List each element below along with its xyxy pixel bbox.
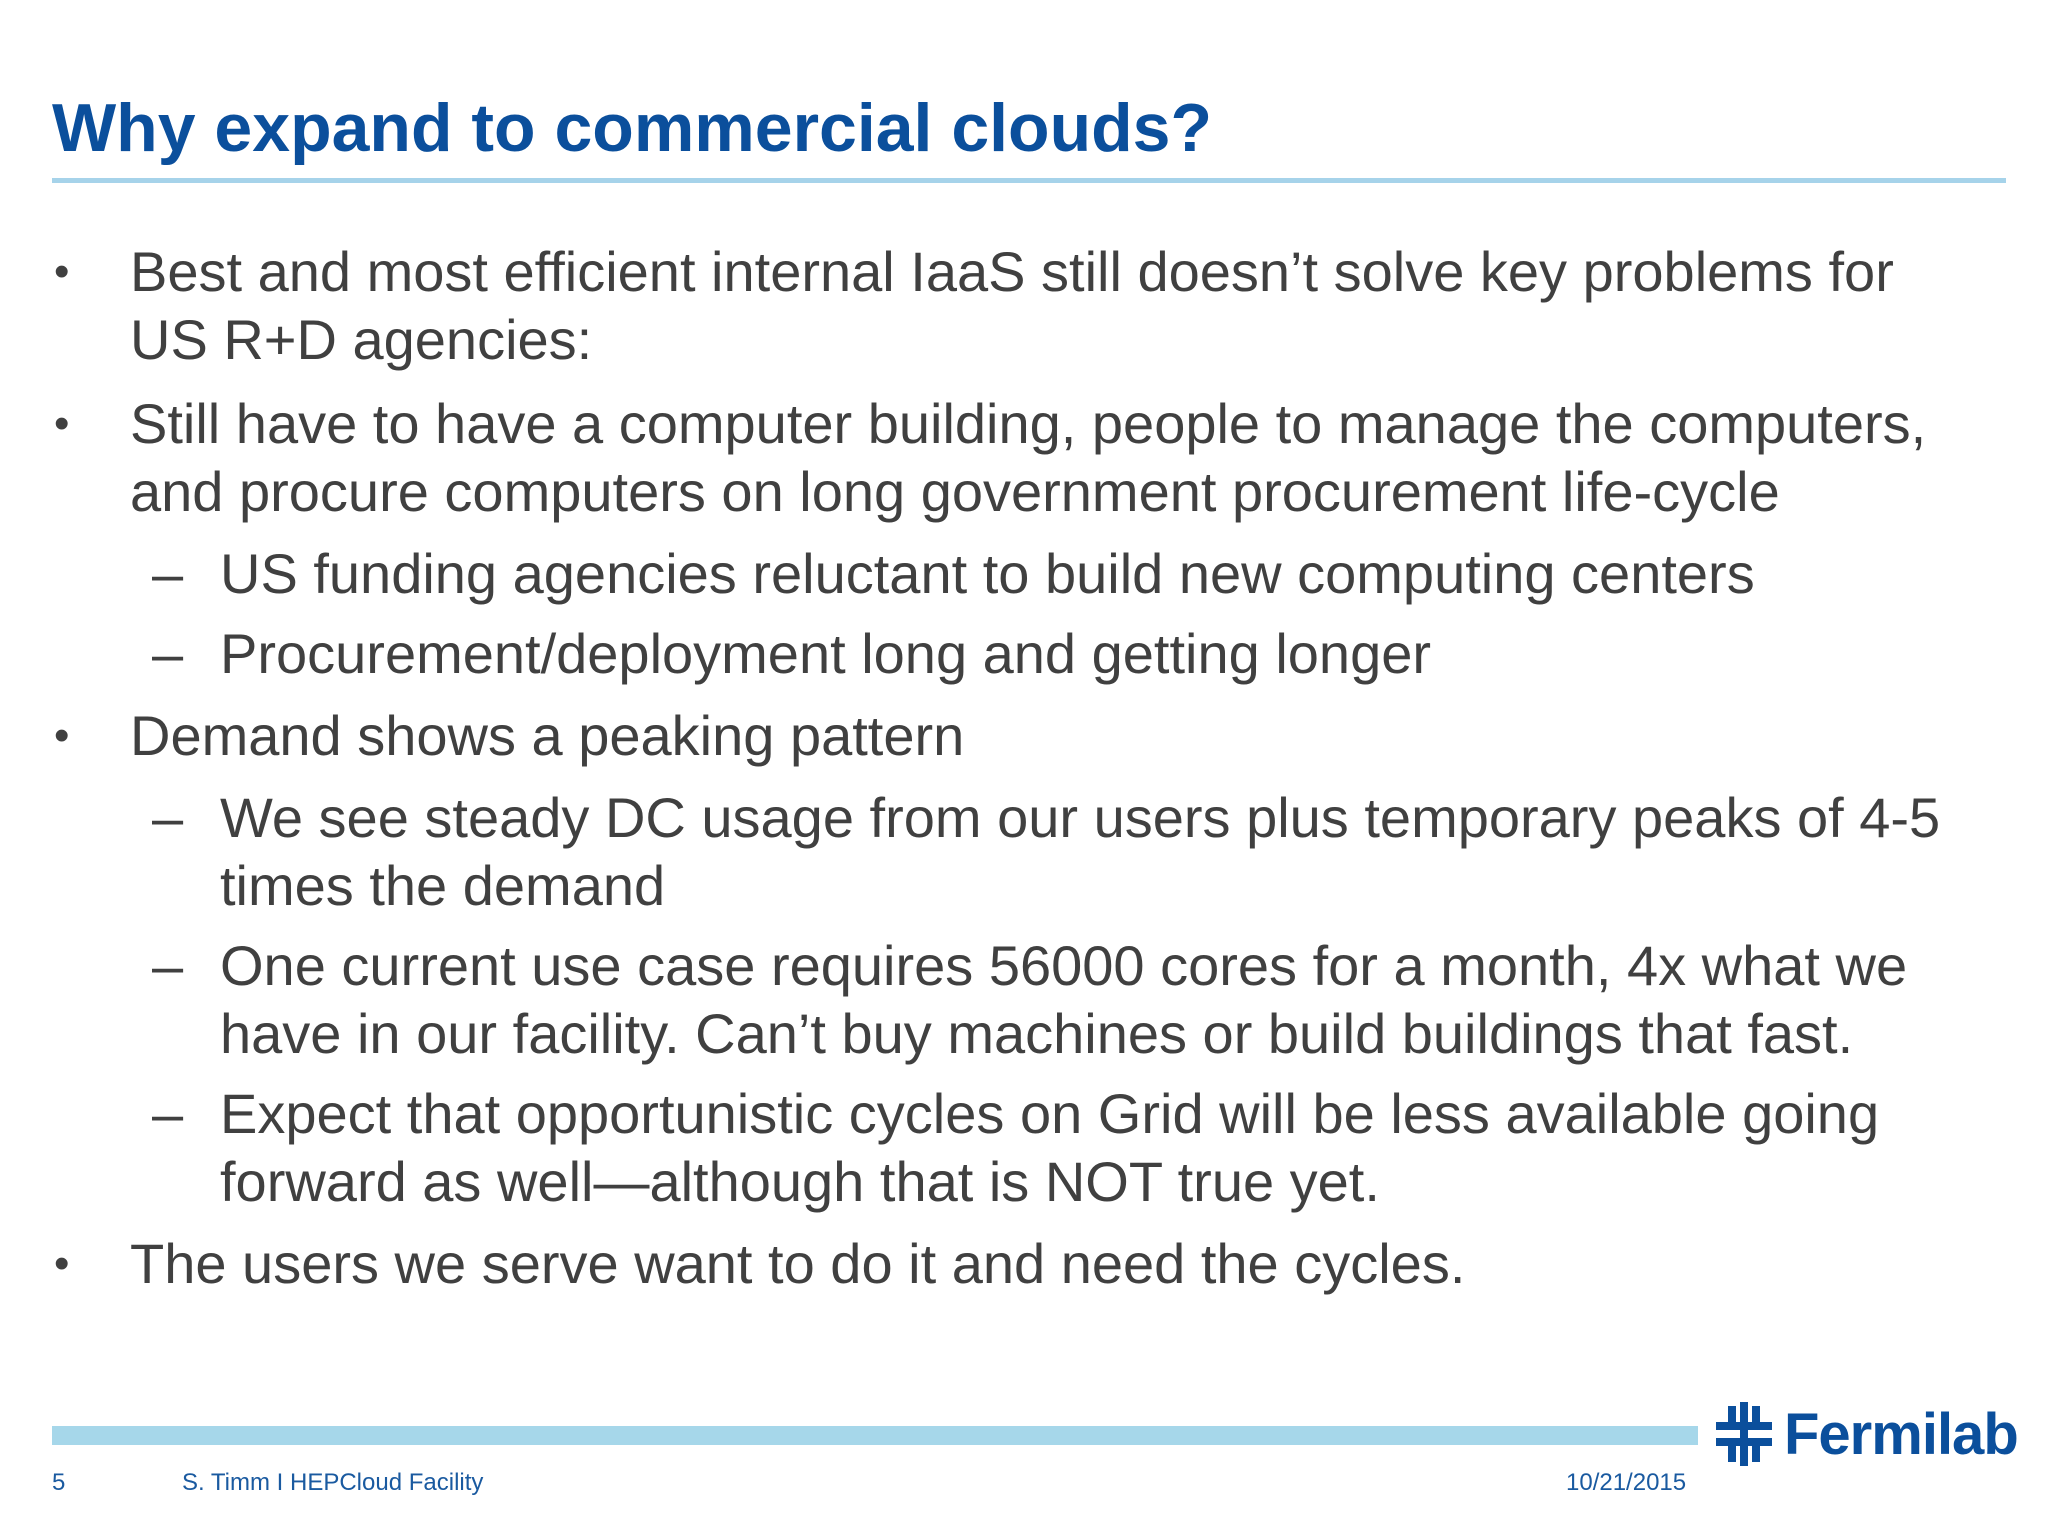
fermilab-logo bbox=[1712, 1400, 2022, 1470]
dash-marker: – bbox=[152, 1082, 184, 1145]
subitem-text: US funding agencies reluctant to build new computing centers bbox=[220, 542, 1755, 605]
page-number: 5 bbox=[52, 1469, 66, 1496]
dash-marker: – bbox=[152, 934, 184, 997]
subitem-text: forward as well—although that is NOT true yet. bbox=[220, 1150, 1380, 1213]
dash-marker: – bbox=[152, 622, 184, 685]
bullet-marker: • bbox=[54, 1239, 70, 1288]
fermilab-logo-icon bbox=[1712, 1402, 1776, 1466]
subitem-text: One current use case requires 56000 cores for a month, 4x what we bbox=[220, 934, 1908, 997]
bullet-marker: • bbox=[54, 399, 70, 448]
fermilab-logo-text: Fermilab bbox=[1784, 1402, 2018, 1467]
subitem-text: Expect that opportunistic cycles on Grid will be less available going bbox=[220, 1082, 1880, 1145]
bullet-marker: • bbox=[54, 247, 70, 296]
subitem-text: We see steady DC usage from our users plus temporary peaks of 4-5 bbox=[220, 786, 1941, 849]
footer-bar bbox=[52, 1426, 1698, 1445]
subitem-text: times the demand bbox=[220, 854, 666, 917]
bullet-text: Still have to have a computer building, people to manage the computers, bbox=[130, 392, 1927, 455]
bullet-text: US R+D agencies: bbox=[130, 308, 593, 371]
dash-marker: – bbox=[152, 786, 184, 849]
subitem-text: have in our facility. Can’t buy machines or build buildings that fast. bbox=[220, 1002, 1854, 1065]
bullet-text: and procure computers on long government procurement life-cycle bbox=[130, 460, 1780, 523]
bullet-text: Demand shows a peaking pattern bbox=[130, 704, 965, 767]
slide-title: Why expand to commercial clouds? bbox=[52, 90, 1213, 166]
bullet-marker: • bbox=[54, 711, 70, 760]
footer-author-event: S. Timm I HEPCloud Facility bbox=[182, 1469, 484, 1496]
dash-marker: – bbox=[152, 542, 184, 605]
footer-date: 10/21/2015 bbox=[1566, 1469, 1687, 1496]
subitem-text: Procurement/deployment long and getting longer bbox=[220, 622, 1431, 685]
bullet-text: The users we serve want to do it and need the cycles. bbox=[130, 1232, 1466, 1295]
title-divider bbox=[52, 178, 2006, 183]
bullet-text: Best and most efficient internal IaaS still doesn’t solve key problems for bbox=[130, 240, 1894, 303]
